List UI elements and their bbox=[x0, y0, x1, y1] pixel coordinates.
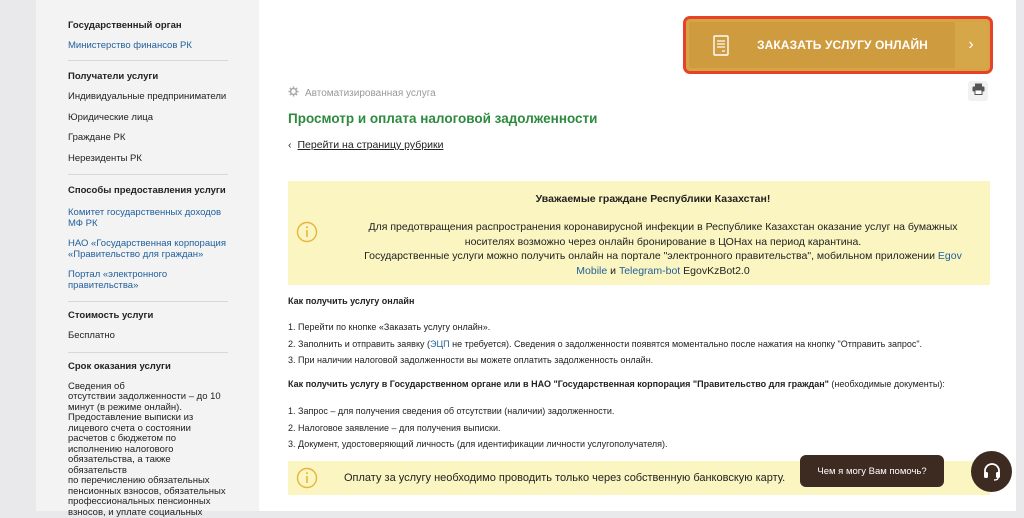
sidebar-term-line: лицевого счета о состоянии bbox=[68, 424, 228, 435]
egov-mobile-link[interactable]: Mobile bbox=[576, 265, 607, 277]
step-text: 2. Заполнить и отправить заявку ( bbox=[288, 339, 430, 349]
notice-title: Уважаемые граждане Республики Казахстан! bbox=[338, 193, 968, 205]
sidebar-cost-section bbox=[68, 310, 228, 342]
sidebar-gov-section bbox=[68, 20, 228, 51]
service-type bbox=[288, 86, 436, 100]
sidebar-recipient-item: Юридические лица bbox=[68, 112, 228, 124]
sidebar-recipients-section bbox=[68, 71, 228, 165]
notice-body bbox=[338, 220, 988, 278]
sidebar-recipient-item: Граждане РК bbox=[68, 132, 228, 144]
service-type-label: Автоматизированная услуга bbox=[305, 88, 436, 99]
main-content bbox=[288, 0, 1008, 511]
sidebar-term-line: по перечислению обязательных bbox=[68, 476, 228, 487]
document-icon bbox=[707, 35, 735, 56]
info-icon bbox=[296, 467, 318, 494]
offline-heading-rest: (необходимые документы): bbox=[829, 379, 945, 389]
chevron-left-icon: ‹ bbox=[288, 139, 292, 151]
sidebar-term-line: Сведения об bbox=[68, 382, 228, 393]
headset-icon[interactable] bbox=[971, 451, 1012, 492]
offline-steps bbox=[288, 403, 668, 453]
sidebar-recipients-heading: Получатели услуги bbox=[68, 71, 228, 83]
offline-heading-bold: Как получить услугу в Государственном органе или в НАО "Государственная корпорация "Правительство для граждан" bbox=[288, 379, 829, 389]
page bbox=[36, 0, 1016, 511]
sidebar-term-text bbox=[68, 382, 228, 518]
sidebar-term-line: расчетов с бюджетом по bbox=[68, 434, 228, 445]
step-text: не требуется). Сведения о задолженности появятся моментально после нажатия на кнопку "Отправить запрос". bbox=[450, 339, 922, 349]
sidebar-method-line: Комитет государственных доходов bbox=[68, 207, 228, 218]
sidebar bbox=[36, 0, 259, 511]
online-steps bbox=[288, 319, 922, 369]
sidebar-methods-heading: Способы предоставления услуги bbox=[68, 185, 228, 197]
order-service-button-body[interactable] bbox=[689, 22, 987, 68]
sidebar-divider bbox=[68, 60, 228, 61]
order-service-button[interactable] bbox=[683, 16, 993, 74]
sidebar-method-line: НАО «Государственная корпорация bbox=[68, 238, 228, 249]
egov-link[interactable]: Egov bbox=[938, 250, 962, 262]
sidebar-term-line: отсутствии задолженности – до 10 bbox=[68, 392, 228, 403]
notice-line: носителях возможно через онлайн бронирование в ЦОНах на период карантина. bbox=[338, 235, 988, 250]
sidebar-method-line: Портал «электронного bbox=[68, 269, 228, 280]
order-service-label: ЗАКАЗАТЬ УСЛУГУ ОНЛАЙН bbox=[735, 38, 955, 52]
offline-step: 1. Запрос – для получения сведения об отсутствии (наличии) задолженности. bbox=[288, 403, 668, 420]
help-chat-bubble[interactable]: Чем я могу Вам помочь? bbox=[800, 455, 944, 487]
gear-icon bbox=[288, 86, 299, 100]
sidebar-cost-value: Бесплатно bbox=[68, 330, 228, 342]
offline-step: 2. Налоговое заявление – для получения выписки. bbox=[288, 420, 668, 437]
sidebar-method-link[interactable] bbox=[68, 269, 228, 291]
sidebar-term-line: профессиональных пенсионных bbox=[68, 497, 228, 508]
sidebar-recipient-item: Индивидуальные предприниматели bbox=[68, 91, 228, 103]
info-icon bbox=[296, 221, 318, 248]
sidebar-term-line: исполнению налогового bbox=[68, 445, 228, 456]
online-step: 1. Перейти по кнопке «Заказать услугу онлайн». bbox=[288, 319, 922, 336]
page-title: Просмотр и оплата налоговой задолженности bbox=[288, 111, 597, 126]
online-step: 3. При наличии налоговой задолженности вы можете оплатить задолженность онлайн. bbox=[288, 352, 922, 369]
notice-text: и bbox=[607, 265, 619, 277]
sidebar-term-section bbox=[68, 361, 228, 518]
sidebar-term-line: пенсионных взносов, обязательных bbox=[68, 487, 228, 498]
back-to-category-link[interactable] bbox=[288, 139, 443, 151]
sidebar-term-line: минут (в режиме онлайн). bbox=[68, 403, 228, 414]
print-button[interactable] bbox=[968, 81, 988, 101]
chevron-right-icon: › bbox=[955, 22, 987, 68]
sidebar-term-line: взносов, и уплате социальных bbox=[68, 508, 228, 518]
offline-step: 3. Документ, удостоверяющий личность (для идентификации личности услугополучателя). bbox=[288, 436, 668, 453]
sidebar-divider bbox=[68, 301, 228, 302]
notice-line: Для предотвращения распространения коронавирусной инфекции в Республике Казахстан оказание услуг на бумажных bbox=[338, 220, 988, 235]
sidebar-term-line: обязательства, а также обязательств bbox=[68, 455, 228, 476]
sidebar-term-heading: Срок оказания услуги bbox=[68, 361, 228, 373]
eds-link[interactable]: ЭЦП bbox=[430, 339, 450, 349]
sidebar-divider bbox=[68, 174, 228, 175]
sidebar-gov-link[interactable]: Министерство финансов РК bbox=[68, 40, 228, 51]
notice-line bbox=[338, 249, 988, 264]
sidebar-divider bbox=[68, 352, 228, 353]
sidebar-method-link[interactable] bbox=[68, 238, 228, 260]
sidebar-method-link[interactable] bbox=[68, 207, 228, 229]
sidebar-gov-heading: Государственный орган bbox=[68, 20, 228, 32]
notice-line bbox=[338, 264, 988, 279]
online-heading: Как получить услугу онлайн bbox=[288, 296, 414, 306]
covid-notice bbox=[288, 181, 990, 285]
notice-text: EgovKzBot2.0 bbox=[680, 265, 749, 277]
sidebar-methods-section bbox=[68, 185, 228, 291]
sidebar-cost-heading: Стоимость услуги bbox=[68, 310, 228, 322]
telegram-bot-link[interactable]: Telegram-bot bbox=[619, 265, 680, 277]
notice-text: Государственные услуги можно получить онлайн на портале "электронного правительства", мобильном приложении bbox=[364, 250, 938, 262]
back-link-label: Перейти на страницу рубрики bbox=[298, 139, 444, 151]
sidebar-method-line: «Правительство для граждан» bbox=[68, 249, 228, 260]
sidebar-recipient-item: Нерезиденты РК bbox=[68, 153, 228, 165]
sidebar-term-line: Предоставление выписки из bbox=[68, 413, 228, 424]
payment-notice-text: Оплату за услугу необходимо проводить только через собственную банковскую карту. bbox=[344, 472, 785, 484]
sidebar-method-line: правительства» bbox=[68, 280, 228, 291]
sidebar-method-line: МФ РК bbox=[68, 218, 228, 229]
online-step bbox=[288, 336, 922, 353]
offline-heading bbox=[288, 379, 945, 389]
printer-icon bbox=[972, 82, 985, 100]
